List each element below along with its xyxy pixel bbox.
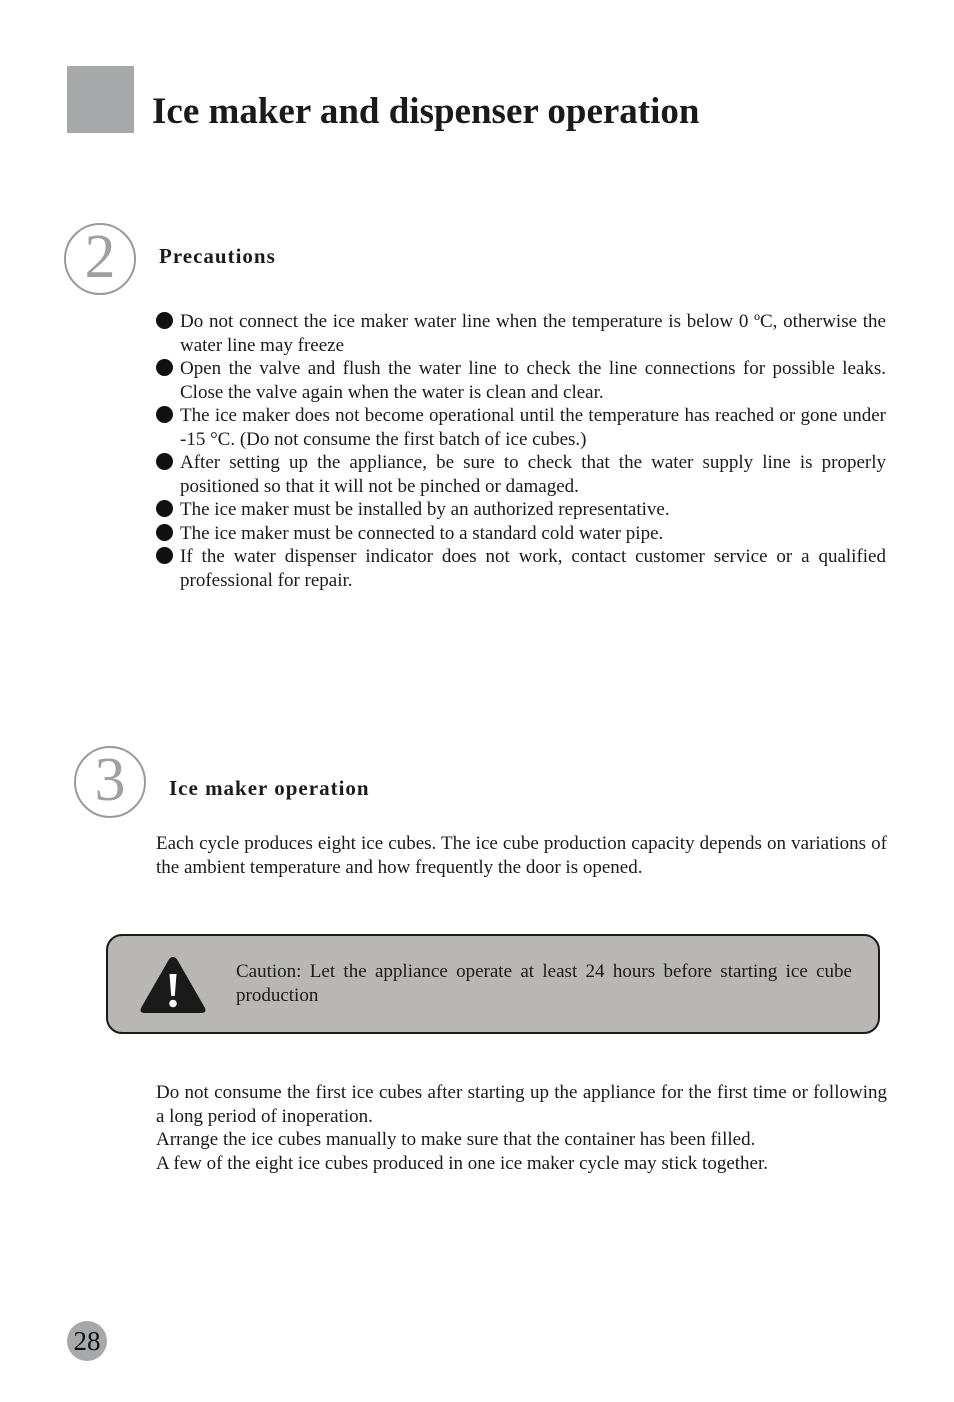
list-item: [156, 498, 886, 522]
section-heading-ice-maker-operation: Ice maker operation: [169, 776, 370, 800]
section-heading-precautions: Precautions: [159, 244, 276, 268]
bullet-dot-icon: [156, 453, 173, 470]
list-item: [156, 545, 886, 592]
list-item: [156, 404, 886, 451]
note-paragraph: Do not consume the first ice cubes after starting up the appliance for the first time or following a long period of inoperation.: [156, 1082, 887, 1127]
list-item-text: Do not connect the ice maker water line when the temperature is below 0 ºC, otherwise the water line may freeze: [180, 311, 886, 356]
list-item-text: The ice maker does not become operational until the temperature has reached or gone under -15 °C. (Do not consume the first batch of ice cubes.): [180, 405, 886, 450]
section-number-badge: 2: [64, 223, 136, 295]
list-item-text: The ice maker must be installed by an authorized representative.: [180, 499, 670, 520]
bullet-dot-icon: [156, 524, 173, 541]
page-title: Ice maker and dispenser operation: [152, 91, 700, 132]
section-number-badge: 3: [74, 746, 146, 818]
caution-box: [106, 934, 880, 1034]
intro-paragraph: Each cycle produces eight ice cubes. The ice cube production capacity depends on variations of the ambient temperature and how frequently the door is opened.: [156, 833, 887, 878]
precautions-list: [156, 310, 886, 592]
note-paragraph: A few of the eight ice cubes produced in one ice maker cycle may stick together.: [156, 1153, 768, 1174]
bullet-dot-icon: [156, 406, 173, 423]
list-item-text: The ice maker must be connected to a standard cold water pipe.: [180, 522, 664, 544]
note-paragraph: Arrange the ice cubes manually to make sure that the container has been filled.: [156, 1129, 756, 1150]
list-item-text: Open the valve and flush the water line to check the line connections for possible leaks. Close the valve again when the water is clean and clear.: [180, 358, 886, 403]
list-item: [156, 310, 886, 357]
list-item: [156, 451, 886, 498]
caution-text: Caution: Let the appliance operate at least 24 hours before starting ice cube production: [236, 961, 852, 1006]
list-item-text: If the water dispenser indicator does not work, contact customer service or a qualified professional for repair.: [180, 546, 886, 591]
list-item: [156, 357, 886, 404]
bullet-dot-icon: [156, 359, 173, 376]
list-item: [156, 522, 886, 546]
bullet-dot-icon: [156, 547, 173, 564]
bullet-dot-icon: [156, 312, 173, 329]
list-item-text: After setting up the appliance, be sure to check that the water supply line is properly positioned so that it will not be pinched or damaged.: [180, 452, 886, 497]
page-number: 28: [67, 1321, 107, 1361]
warning-triangle-icon: [138, 954, 208, 1016]
bullet-dot-icon: [156, 500, 173, 517]
header-accent-block: [67, 66, 134, 133]
